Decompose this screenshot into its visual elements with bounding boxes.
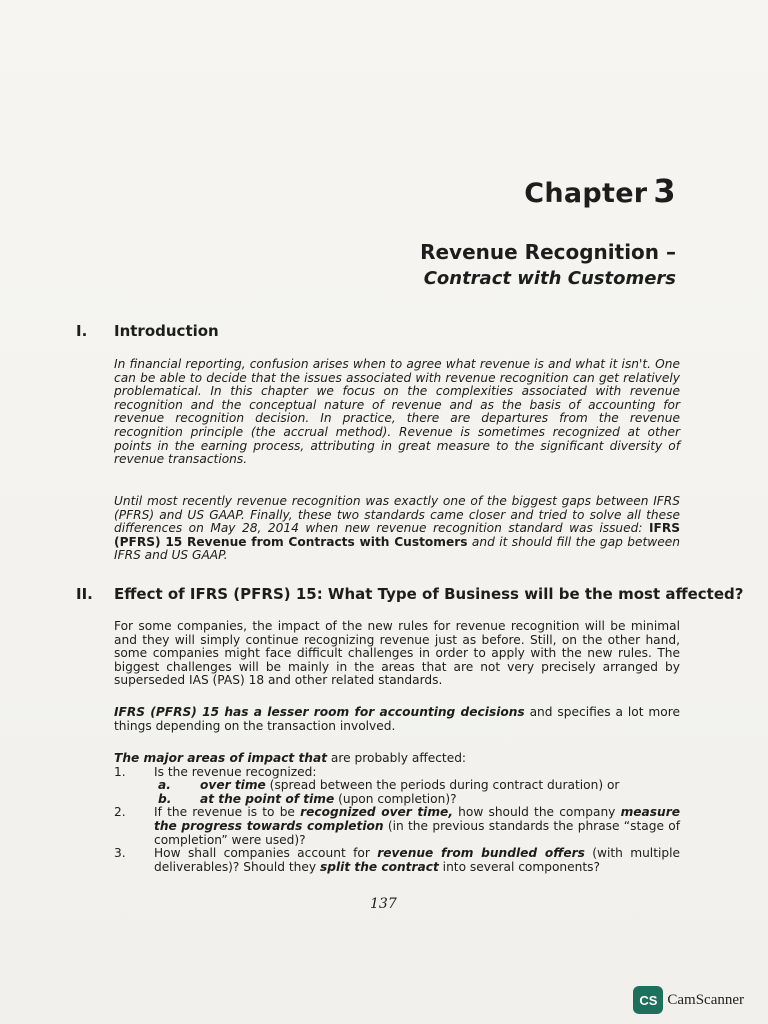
- section-number: II.: [76, 585, 93, 603]
- effect-paragraph-2: IFRS (PFRS) 15 has a lesser room for accounting decisions and specifies a lot more things depending on the transaction involved.: [114, 705, 680, 733]
- list-item: 3. How shall companies account for revenue from bundled offers (with multiple deliverables)? Should they split the contract into several components?: [114, 846, 680, 874]
- chapter-title-line1: Revenue Recognition –: [420, 240, 676, 264]
- list-item: 2. If the revenue is to be recognized over time, how should the company measure the progress towards completion (in the previous standards the phrase “stage of completion” were used)?: [114, 805, 680, 847]
- section-title: Introduction: [114, 322, 219, 340]
- camscanner-text: CamScanner: [667, 991, 744, 1008]
- chapter-title-line2: Contract with Customers: [423, 268, 676, 289]
- list-intro: The major areas of impact that are probably affected:: [114, 751, 467, 765]
- section-heading-effect: [76, 585, 743, 603]
- section-title: Effect of IFRS (PFRS) 15: What Type of Business will be the most affected?: [114, 585, 744, 603]
- page-number: 137: [370, 896, 397, 912]
- standard-name: IFRS (PFRS) 15 Revenue from Contracts with Customers: [114, 521, 680, 549]
- chapter-label: Chapter 3: [524, 172, 676, 210]
- camscanner-logo-icon: CS: [633, 986, 663, 1014]
- list-item: 1. Is the revenue recognized:: [114, 764, 317, 779]
- effect-paragraph-1: For some companies, the impact of the new rules for revenue recognition will be minimal and they will simply continue recognizing revenue just as before. Still, on the other hand, some companies might face difficult challenges in order to apply with the new rules. The biggest challenges will be mainly in the areas that are not very precisely arranged by superseded IAS (PAS) 18 and other related standards.: [114, 619, 680, 688]
- section-number: I.: [76, 322, 88, 340]
- intro-paragraph-2: Until most recently revenue recognition was exactly one of the biggest gaps between IFRS (PFRS) and US GAAP. Finally, these two standards came closer and tried to solve all these differences on May 28, 2014 when new revenue recognition standard was issued: IFRS (PFRS) 15 Revenue from Contracts with Customers and it should fill the gap between IFRS and US GAAP.: [114, 494, 680, 563]
- sub-list-item: b. at the point of time (upon completion)?: [158, 791, 457, 806]
- sub-list-item: a. over time (spread between the periods during contract duration) or: [158, 778, 620, 793]
- intro-paragraph-1: In financial reporting, confusion arises when to agree what revenue is and what it isn't. One can be able to decide that the issues associated with revenue recognition can get relatively problematical. In this chapter we focus on the complexities associated with revenue recognition and the conceptual nature of revenue and as the basis of accounting for revenue recognition decision. In practice, there are departures from the revenue recognition principle (the accrual method). Revenue is sometimes recognized at other points in the earning process, attributing in great measure to the significant diversity of revenue transactions.: [114, 357, 680, 467]
- section-heading-introduction: [76, 322, 219, 340]
- camscanner-watermark: [633, 986, 744, 1014]
- impact-areas-list: [114, 752, 680, 874]
- chapter-number: 3: [653, 172, 676, 210]
